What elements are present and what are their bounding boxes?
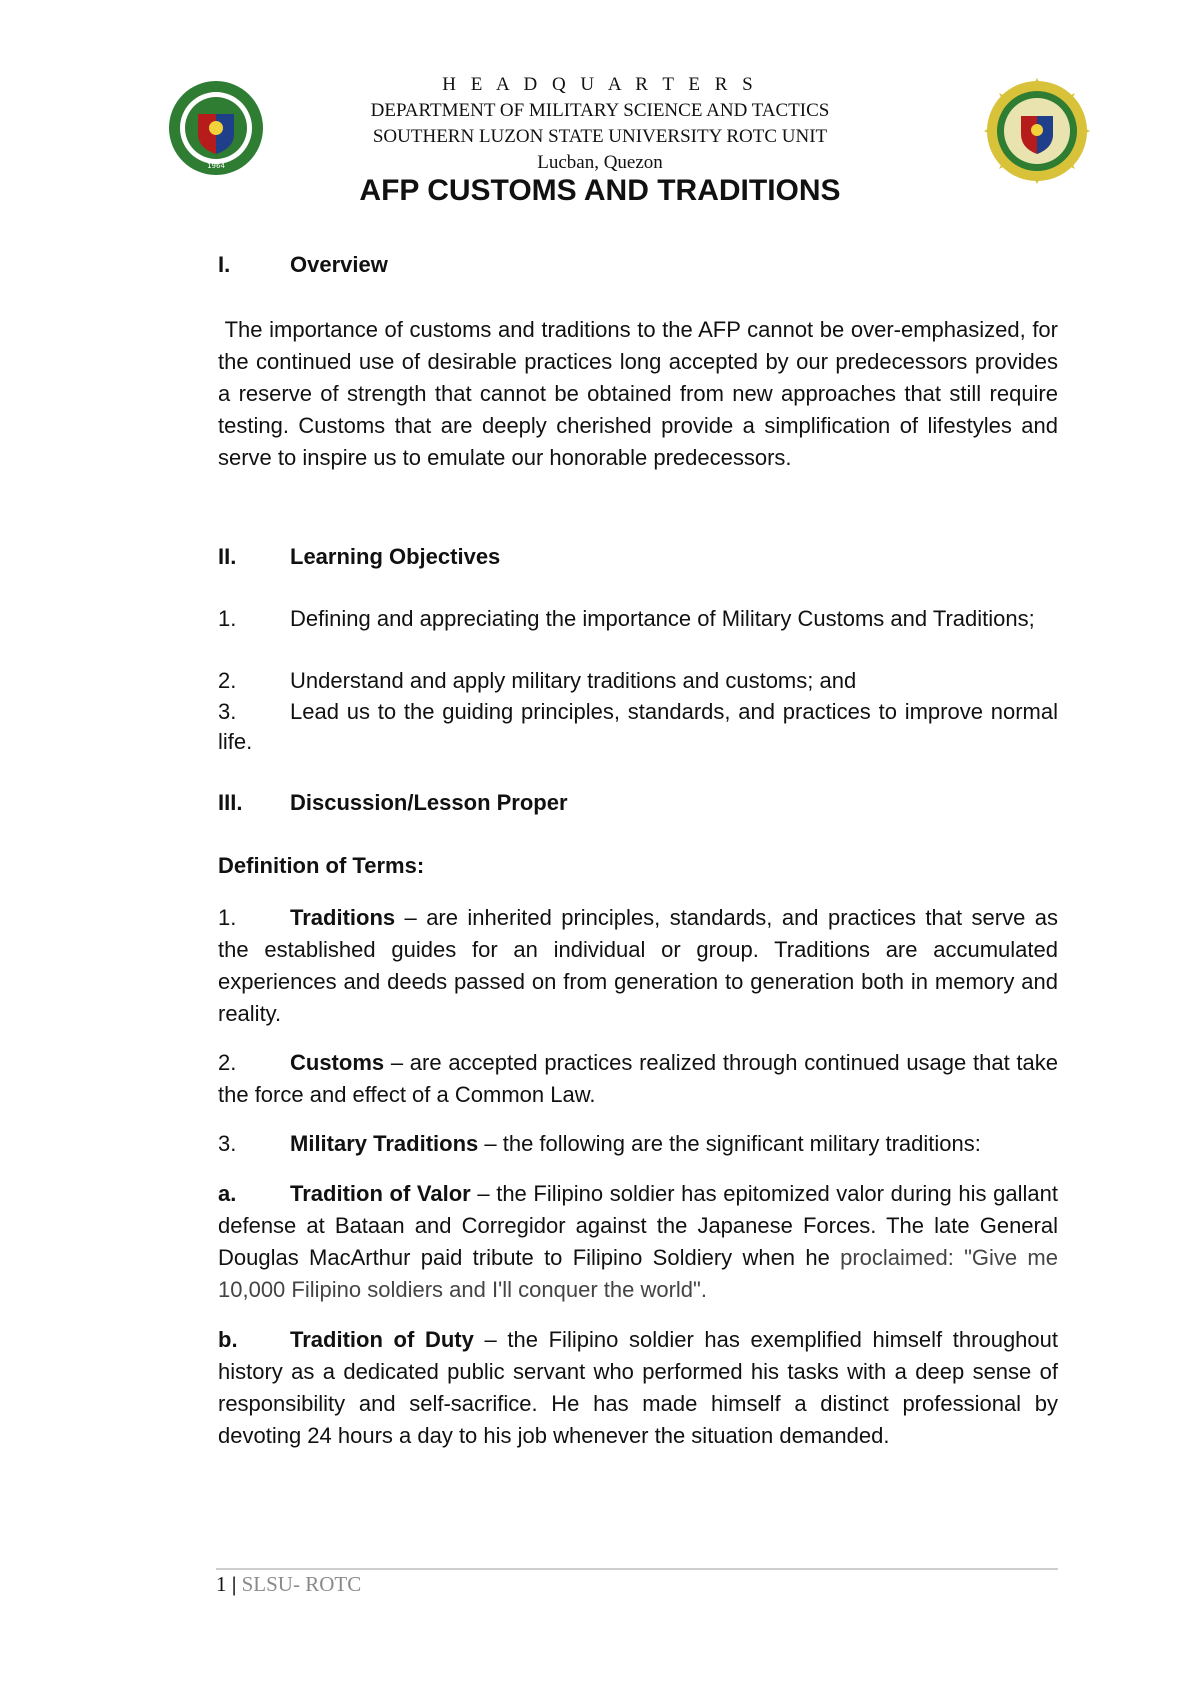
tradition-name: Tradition of Duty — [290, 1327, 474, 1352]
footer-separator: | — [231, 1572, 237, 1596]
term-name: Customs — [290, 1050, 385, 1075]
tradition-item — [218, 1324, 1058, 1452]
objective-number: 1. — [218, 606, 237, 631]
footer-unit: SLSU- ROTC — [241, 1572, 362, 1596]
letterhead — [300, 72, 900, 176]
objective-text: Lead us to the guiding principles, standards, and practices to improve normal life. — [218, 699, 1058, 754]
objective-item — [218, 604, 1058, 634]
term-name: Traditions — [290, 905, 396, 930]
overview-paragraph — [218, 314, 1058, 474]
section-number: I. — [218, 252, 231, 277]
objective-text: Understand and apply military traditions and customs; and — [290, 668, 857, 693]
tradition-item — [218, 1178, 1058, 1306]
overview-text: The importance of customs and traditions to the AFP cannot be over-emphasized, for the continued use of desirable practices long accepted by our predecessors provides a reserve of strength that cannot be obtained from new approaches that still require testing. Customs that are deeply cherished provide a simplification of lifestyles and serve to inspire us to emulate our honorable predecessors. — [218, 317, 1058, 470]
slsu-seal-left-icon — [168, 80, 264, 176]
section-heading-discussion — [218, 790, 568, 816]
footer-divider — [216, 1568, 1058, 1570]
page-footer — [216, 1572, 361, 1597]
tradition-description: – the Filipino soldier has epitomized valor during his gallant defense at Bataan and Corregidor against the Japanese Forces. The late General Douglas MacArthur paid tribute to Filipino Soldiery when he — [218, 1181, 1058, 1270]
section-number: II. — [218, 544, 237, 569]
term-definition: – are inherited principles, standards, and practices that serve as the established guides for an individual or group. Traditions are accumulated experiences and deeds passed on from generation to generation both in memory and reality. — [218, 905, 1058, 1026]
objective-text: Defining and appreciating the importance of Military Customs and Traditions; — [290, 606, 1035, 631]
section-title: Overview — [290, 252, 388, 277]
term-item — [218, 902, 1058, 1030]
term-definition: – the following are the significant military traditions: — [478, 1131, 981, 1156]
definition-of-terms-heading: Definition of Terms: — [218, 853, 425, 878]
objective-item — [218, 697, 1058, 757]
objective-number: 3. — [218, 699, 237, 724]
section-title: Learning Objectives — [290, 544, 501, 569]
section-title: Discussion/Lesson Proper — [290, 790, 568, 815]
objective-number: 2. — [218, 668, 237, 693]
term-item — [218, 1128, 1058, 1160]
headquarters-line: H E A D Q U A R T E R S — [442, 74, 758, 95]
objective-item — [218, 666, 1058, 696]
term-definition: – are accepted practices realized through continued usage that take the force and effect of a Common Law. — [218, 1050, 1058, 1107]
tradition-letter: a. — [218, 1181, 237, 1206]
seal-year: 1964 — [207, 162, 225, 170]
term-number: 3. — [218, 1131, 237, 1156]
university-line: SOUTHERN LUZON STATE UNIVERSITY ROTC UNIT — [372, 126, 828, 147]
page-number: 1 — [216, 1572, 227, 1596]
term-name: Military Traditions — [290, 1131, 479, 1156]
tradition-description: – the Filipino soldier has exemplified himself throughout history as a dedicated public servant who performed his tasks with a deep sense of responsibility and self-sacrifice. He has made himself a distinct professional by devoting 24 hours a day to his job whenever the situation demanded. — [218, 1327, 1058, 1448]
tradition-letter: b. — [218, 1327, 238, 1352]
document-title: AFP CUSTOMS AND TRADITIONS — [359, 174, 841, 207]
tradition-name: Tradition of Valor — [290, 1181, 471, 1206]
section-number: III. — [218, 790, 243, 815]
section-heading-overview — [218, 252, 388, 278]
term-item — [218, 1047, 1058, 1111]
rotc-seal-right-icon — [984, 78, 1090, 184]
department-line: DEPARTMENT OF MILITARY SCIENCE AND TACTICS — [370, 100, 830, 121]
term-number: 1. — [218, 905, 237, 930]
macarthur-quote: proclaimed: "Give me 10,000 Filipino soldiers and I'll conquer the world". — [218, 1245, 1058, 1302]
location-line: Lucban, Quezon — [537, 152, 663, 173]
term-number: 2. — [218, 1050, 237, 1075]
section-heading-objectives — [218, 544, 500, 570]
